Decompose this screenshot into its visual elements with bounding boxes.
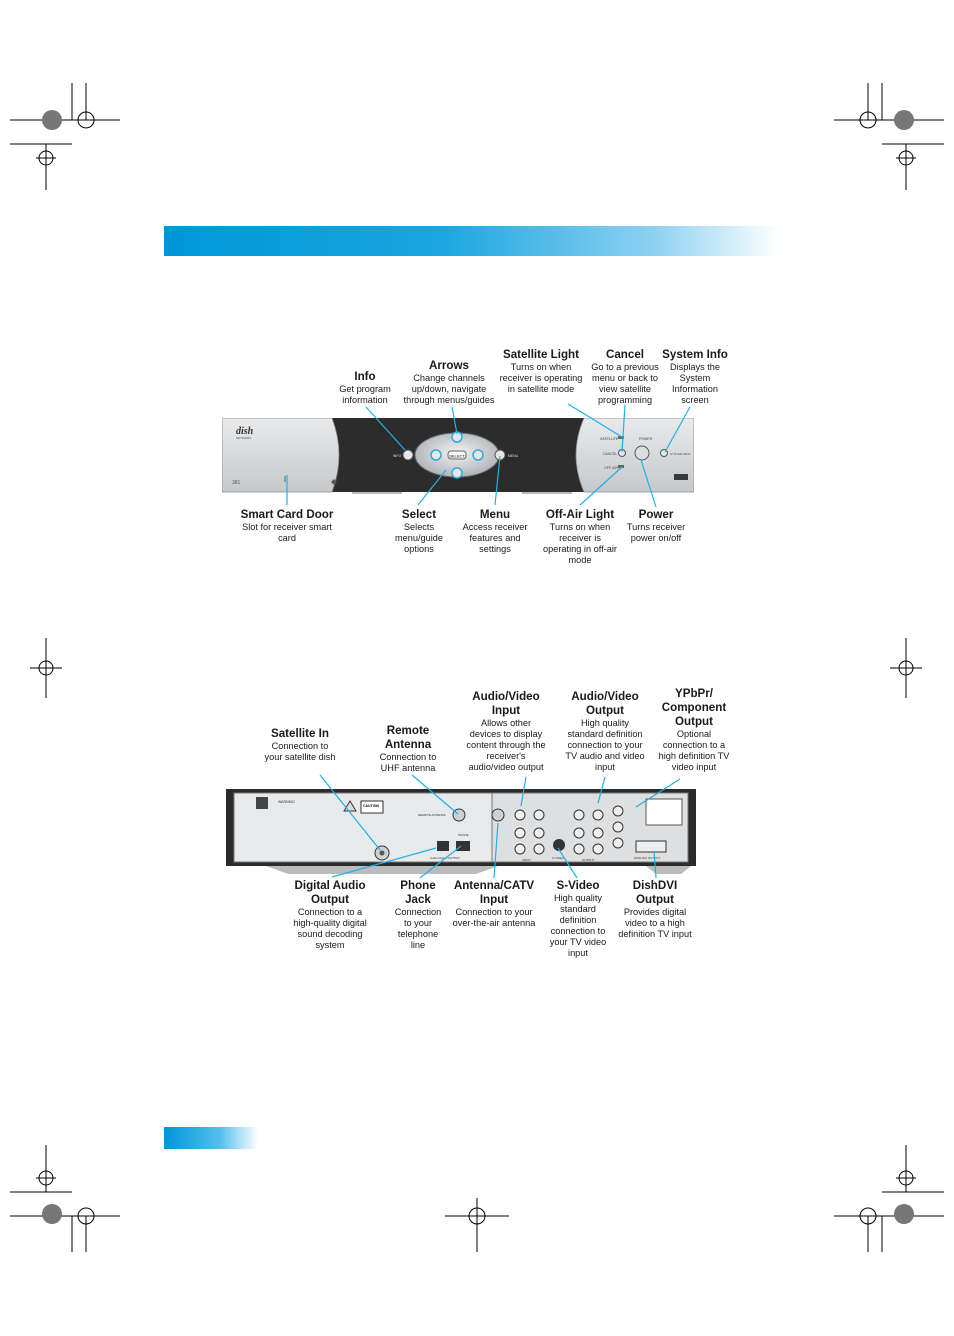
svg-text:POWER: POWER [639,437,653,441]
digital-audio-port[interactable] [437,841,449,851]
rating-label [646,799,682,825]
crop-mark-icon [30,638,922,698]
callout-av-output: Audio/Video Output High quality standard definition connection to your TV audio and video input [565,690,645,773]
dish-logo: dish [236,426,254,437]
svg-text:WARNING: WARNING [278,800,295,804]
svg-text:NETWORK: NETWORK [236,436,252,440]
remote-antenna-jack[interactable] [453,809,465,821]
callout-off-air-light: Off-Air Light Turns on when receiver is operating in off-air mode [543,508,617,566]
callout-system-info: System Info Displays the System Information screen [662,348,728,406]
callout-menu: Menu Access receiver features and settings [462,508,528,555]
menu-button[interactable] [495,450,505,460]
svg-text:PHONE: PHONE [458,833,469,837]
s-video-port[interactable] [553,839,565,851]
receiver-back-panel [226,789,696,877]
callout-remote-antenna: Remote Antenna Connection to UHF antenna [379,724,437,774]
callout-smart-card-door: Smart Card Door Slot for receiver smart card [240,508,334,544]
callout-select: Select Selects menu/guide options [394,508,443,555]
callout-dishdvi: DishDVI Output Provides digital video to a high definition TV input [618,879,692,940]
svg-text:S-VIDEO: S-VIDEO [552,856,565,860]
crop-mark-icon [834,1145,944,1252]
svg-text:MENU: MENU [507,454,519,458]
svg-text:OFF-AIR: OFF-AIR [604,466,618,470]
callout-info: Info Get program information [339,370,391,406]
callout-satellite-in: Satellite In Connection to your satellite dish [264,727,336,763]
callout-antenna-catv: Antenna/CATV Input Connection to your over-the-air antenna [452,879,536,929]
callout-ypbpr: YPbPr/ Component Output Optional connection to a high definition TV video input [658,687,730,773]
receiver-front-panel [222,418,694,494]
cancel-button[interactable] [619,450,626,457]
smart-card-slot[interactable] [284,476,286,482]
svg-text:REMOTE ANTENNA: REMOTE ANTENNA [418,813,446,817]
callout-av-input: Audio/Video Input Allows other devices to display content through the receiver's audio/video output [466,690,546,773]
callout-phone-jack: Phone Jack Connection to your telephone line [394,879,442,951]
svg-text:CAUTION: CAUTION [363,804,379,808]
off-air-light [618,465,624,468]
header-banner [164,226,780,256]
svg-text:INFO: INFO [392,454,402,458]
badge-icon [674,474,688,480]
system-info-button[interactable] [661,450,668,457]
crop-mark-icon [445,1198,509,1252]
svg-text:DISH DVI OUTPUT: DISH DVI OUTPUT [634,856,661,860]
phone-jack-port[interactable] [456,841,470,851]
power-cord-socket [256,797,268,809]
crop-mark-icon [10,1145,120,1252]
callout-power: Power Turns receiver power on/off [626,508,686,544]
antenna-catv-jack[interactable] [492,809,504,821]
satellite-light [618,436,624,439]
svg-text:SYSTEM INFO: SYSTEM INFO [670,452,691,456]
crop-mark-icon [10,83,120,190]
svg-text:CANCEL: CANCEL [603,452,618,456]
svg-text:INPUT: INPUT [522,858,531,862]
power-button[interactable] [635,446,649,460]
select-button-label: SELECT [449,453,465,459]
callout-cancel: Cancel Go to a previous menu or back to view satellite programming [591,348,659,406]
svg-text:OUTPUT: OUTPUT [582,858,595,862]
ypbpr-jacks[interactable] [613,806,623,848]
svg-text:381: 381 [232,480,241,486]
callout-arrows: Arrows Change channels up/down, navigate through menus/guides [403,359,495,406]
dishdvi-port[interactable] [636,841,666,852]
info-button[interactable] [403,450,413,460]
svg-text:Audio Digital OUTPUT: Audio Digital OUTPUT [430,856,461,860]
page-tab [164,1127,258,1149]
callout-s-video: S-Video High quality standard definition connection to your TV video input [549,879,607,959]
svg-text:SATELLITE: SATELLITE [600,437,619,441]
crop-mark-icon [834,83,944,190]
callout-satellite-light: Satellite Light Turns on when receiver is operating in satellite mode [499,348,583,395]
callout-digital-audio: Digital Audio Output Connection to a high-quality digital sound decoding system [293,879,367,951]
